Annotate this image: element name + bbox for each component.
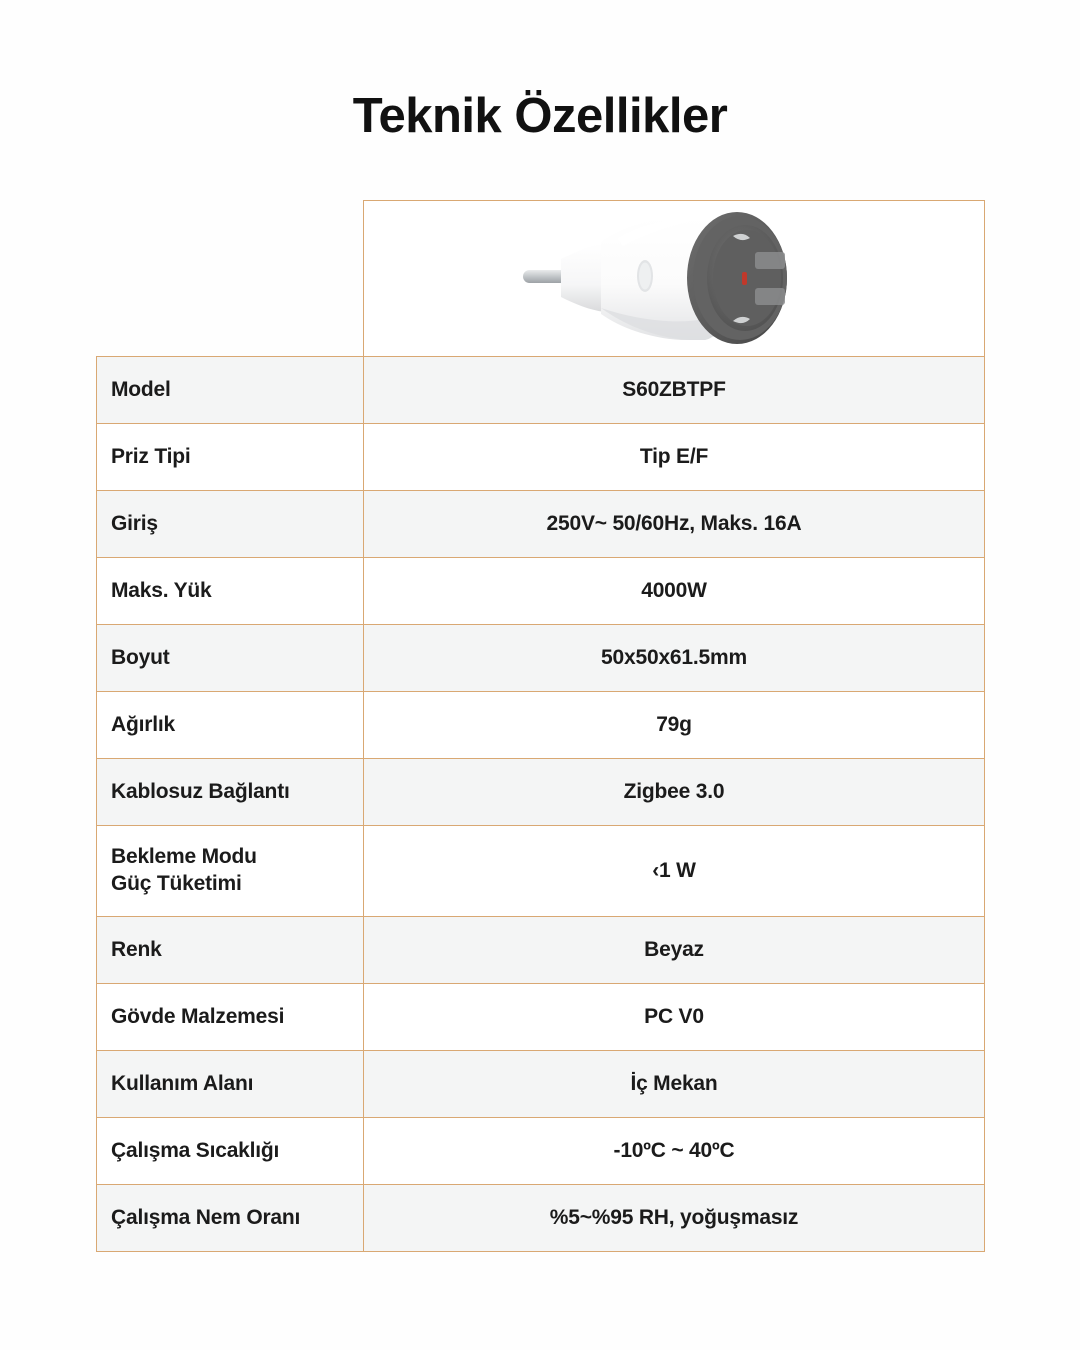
product-image-wrap	[364, 201, 984, 356]
spec-label: Ağırlık	[97, 692, 364, 759]
spec-label-line-2: Güç Tüketimi	[111, 872, 242, 895]
hero-empty-cell	[97, 201, 364, 357]
table-row	[97, 424, 985, 491]
table-row	[97, 1118, 985, 1185]
product-image-cell	[364, 201, 985, 357]
spec-value: S60ZBTPF	[364, 357, 985, 424]
technical-specs-table	[96, 200, 985, 1252]
spec-value: İç Mekan	[364, 1051, 985, 1118]
spec-value: Tip E/F	[364, 424, 985, 491]
table-row	[97, 826, 985, 917]
spec-label: Maks. Yük	[97, 558, 364, 625]
table-row	[97, 1051, 985, 1118]
table-row	[97, 1185, 985, 1252]
spec-label: Kablosuz Bağlantı	[97, 759, 364, 826]
spec-value: ‹1 W	[364, 826, 985, 917]
table-row	[97, 759, 985, 826]
spec-label: Renk	[97, 917, 364, 984]
spec-label: Priz Tipi	[97, 424, 364, 491]
spec-label: Gövde Malzemesi	[97, 984, 364, 1051]
spec-label: Kullanım Alanı	[97, 1051, 364, 1118]
spec-value: 50x50x61.5mm	[364, 625, 985, 692]
page-title: Teknik Özellikler	[352, 89, 728, 143]
spec-value: Beyaz	[364, 917, 985, 984]
spec-value: 79g	[364, 692, 985, 759]
table-row	[97, 625, 985, 692]
table-row	[97, 491, 985, 558]
spec-label-line-1: Bekleme Modu	[111, 845, 257, 869]
spec-value: %5~%95 RH, yoğuşmasız	[364, 1185, 985, 1252]
spec-label: Model	[97, 357, 364, 424]
spec-value: 250V~ 50/60Hz, Maks. 16A	[364, 491, 985, 558]
spec-value: PC V0	[364, 984, 985, 1051]
spec-value: 4000W	[364, 558, 985, 625]
spec-label: Boyut	[97, 625, 364, 692]
product-image-row	[97, 201, 985, 357]
spec-value: -10ºC ~ 40ºC	[364, 1118, 985, 1185]
smart-plug-photo-icon	[509, 204, 839, 354]
table-row	[97, 558, 985, 625]
spec-label: Çalışma Sıcaklığı	[97, 1118, 364, 1185]
spec-label	[97, 826, 364, 917]
spec-label: Giriş	[97, 491, 364, 558]
table-row	[97, 692, 985, 759]
table-row	[97, 357, 985, 424]
table-row	[97, 984, 985, 1051]
spec-label: Çalışma Nem Oranı	[97, 1185, 364, 1252]
spec-value: Zigbee 3.0	[364, 759, 985, 826]
table-row	[97, 917, 985, 984]
